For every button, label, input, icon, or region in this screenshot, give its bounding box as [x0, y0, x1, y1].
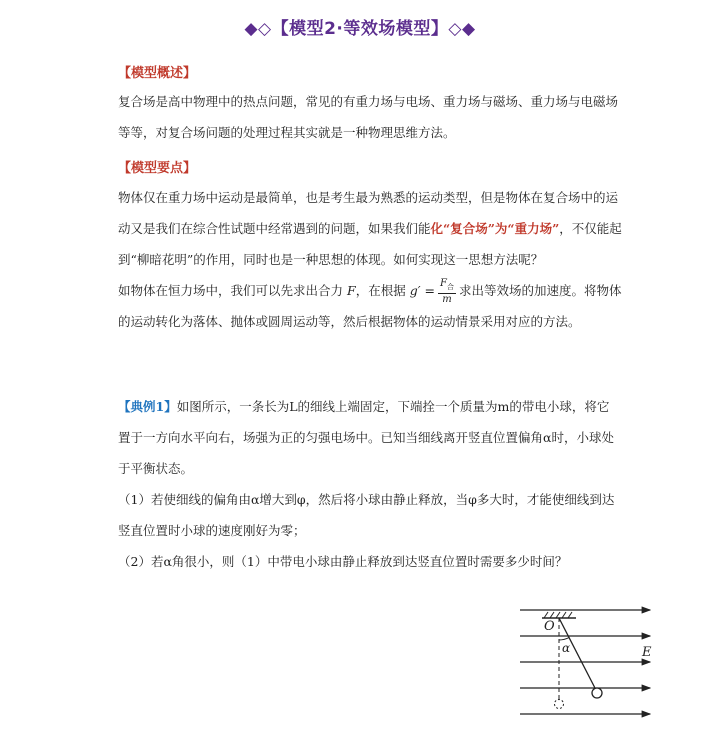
- label-alpha: α: [562, 641, 571, 655]
- overview-line-2: 等等，对复合场问题的处理过程其实就是一种物理思维方法。: [118, 125, 456, 140]
- question-2: （2）若α角很小，则（1）中带电小球由静止释放到达竖直位置时需要多少时间？: [118, 554, 568, 569]
- page-title: ◆◇【模型2·等效场模型】◇◆: [244, 19, 476, 39]
- formula-num-sub: 合: [446, 283, 454, 291]
- formula-num-F: F: [439, 278, 447, 289]
- keypoints-line-4-end: 求出等效场的加速度。将物体: [458, 283, 622, 298]
- label-O: O: [544, 619, 555, 634]
- keypoints-line-2: [118, 213, 663, 244]
- overview-paragraph: [118, 86, 663, 148]
- ball-vertical-position: [555, 700, 564, 709]
- formula-lhs: g′ =: [409, 283, 435, 298]
- label-E: E: [642, 645, 652, 660]
- example-line-1-text: 如图所示，一条长为L的细线上端固定，下端拴一个质量为m的带电小球，将它: [176, 399, 610, 414]
- example-line-3: 于平衡状态。: [118, 461, 194, 476]
- keypoints-heading: 【模型要点】: [118, 161, 197, 176]
- keypoints-line-1: 物体仅在重力场中运动是最简单，也是考生最为熟悉的运动类型，但是物体在复合场中的运: [118, 190, 619, 205]
- overview-heading: 【模型概述】: [118, 66, 197, 81]
- formula-denominator: m: [442, 294, 452, 305]
- ceiling-hatch: [544, 612, 572, 618]
- question-1-line-2: 竖直位置时小球的速度刚好为零；: [118, 523, 306, 538]
- pendulum-field-figure: [516, 600, 666, 730]
- example-line-2: 置于一方向水平向右，场强为正的匀强电场中。已知当细线离开竖直位置偏角α时，小球处: [118, 430, 614, 445]
- keypoints-line-4: [118, 275, 663, 306]
- example-tag: 【典例1】: [118, 399, 177, 414]
- formula-numerator: [438, 278, 456, 294]
- symbol-F: F: [347, 283, 356, 298]
- angle-arc: [559, 638, 569, 640]
- charged-ball: [592, 688, 602, 698]
- example-line-1: [118, 391, 663, 422]
- keypoints-line-4-mid: ，在根据: [355, 283, 406, 298]
- keypoints-line-3: 到“柳暗花明”的作用，同时也是一种思想的体现。如何实现这一思想方法呢？: [118, 252, 544, 267]
- highlight-phrase: 化“复合场”为“重力场”: [430, 221, 560, 236]
- keypoints-line-2-end: ，不仅能起: [559, 221, 622, 236]
- question-1-line-1: （1）若使细线的偏角由α增大到φ，然后将小球由静止释放，当φ多大时，才能使细线到达: [118, 492, 615, 507]
- overview-line-1: 复合场是高中物理中的热点问题，常见的有重力场与电场、重力场与磁场、重力场与电磁场: [118, 94, 619, 109]
- formula-fraction: [438, 278, 456, 305]
- keypoints-line-2-text: 动又是我们在综合性试题中经常遇到的问题，如果我们能: [118, 221, 431, 236]
- keypoints-paragraph: [118, 182, 663, 337]
- keypoints-line-4-text: 如物体在恒力场中，我们可以先求出合力: [118, 283, 344, 298]
- keypoints-line-5: 的运动转化为落体、抛体或圆周运动等，然后根据物体的运动情景采用对应的方法。: [118, 314, 581, 329]
- example-paragraph: [118, 391, 663, 577]
